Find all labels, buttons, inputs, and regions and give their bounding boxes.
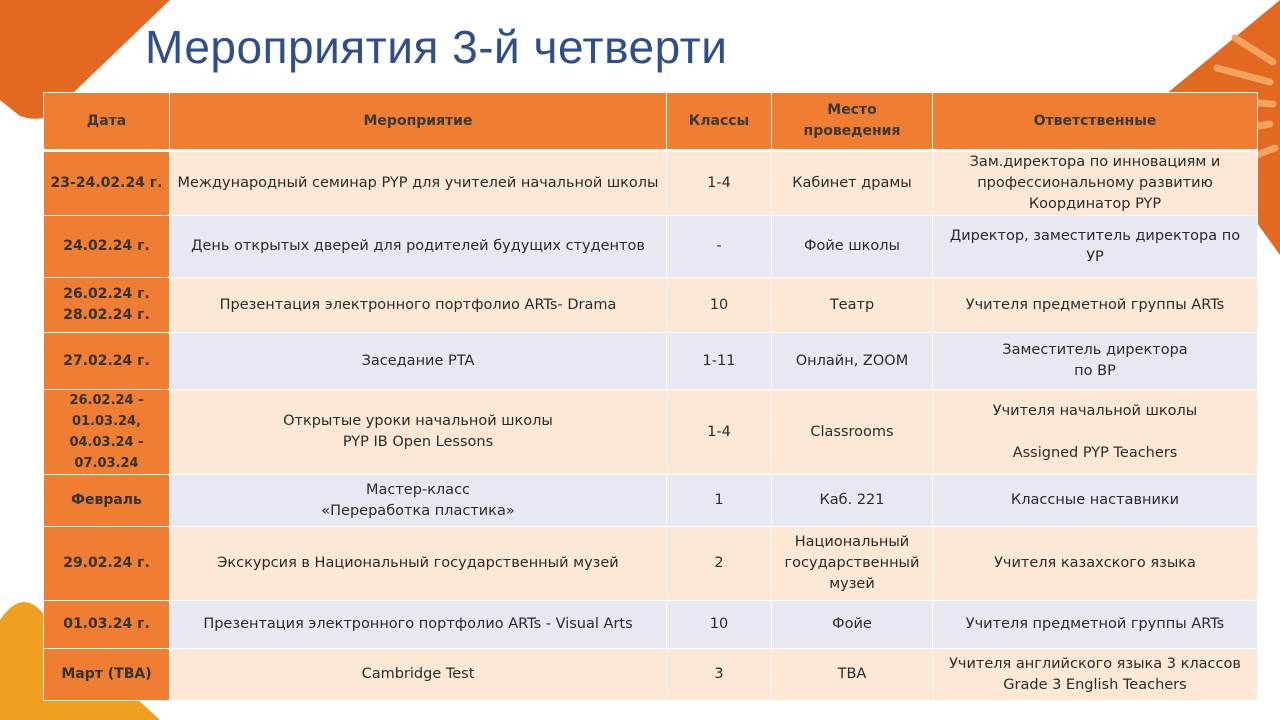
venue-cell: Фойе школы: [772, 216, 933, 278]
grades-cell: 10: [667, 278, 772, 333]
event-cell: День открытых дверей для родителей будущих студентов: [170, 216, 667, 278]
header-grades: Классы: [667, 93, 772, 151]
table-row: [44, 151, 1258, 216]
table-row: [44, 216, 1258, 278]
responsible-cell: Классные наставники: [933, 475, 1258, 527]
table-row: [44, 278, 1258, 333]
date-cell: 29.02.24 г.: [44, 527, 170, 601]
responsible-cell: Учителя казахского языка: [933, 527, 1258, 601]
date-cell: 23-24.02.24 г.: [44, 151, 170, 216]
responsible-cell: Учителя английского языка 3 классов Grade 3 English Teachers: [933, 649, 1258, 701]
date-cell: Март (TBA): [44, 649, 170, 701]
date-cell: 01.03.24 г.: [44, 601, 170, 649]
venue-cell: Classrooms: [772, 390, 933, 475]
table-row: [44, 333, 1258, 390]
event-cell: Презентация электронного портфолио ARTs - Visual Arts: [170, 601, 667, 649]
grades-cell: 1: [667, 475, 772, 527]
date-cell: 26.02.24 г. 28.02.24 г.: [44, 278, 170, 333]
grades-cell: 3: [667, 649, 772, 701]
event-cell: Мастер-класс «Переработка пластика»: [170, 475, 667, 527]
header-venue: Место проведения: [772, 93, 933, 151]
event-cell: Презентация электронного портфолио ARTs- Drama: [170, 278, 667, 333]
table-row: [44, 390, 1258, 475]
venue-cell: TBA: [772, 649, 933, 701]
table-header-row: [44, 93, 1258, 151]
table-row: [44, 527, 1258, 601]
grades-cell: 1-4: [667, 151, 772, 216]
grades-cell: 1-11: [667, 333, 772, 390]
event-cell: Международный семинар PYP для учителей начальной школы: [170, 151, 667, 216]
responsible-cell: Зам.директора по инновациям и профессиональному развитию Координатор PYP: [933, 151, 1258, 216]
event-cell: Cambridge Test: [170, 649, 667, 701]
venue-cell: Театр: [772, 278, 933, 333]
table-row: [44, 601, 1258, 649]
events-table: [43, 92, 1258, 701]
event-cell: Экскурсия в Национальный государственный музей: [170, 527, 667, 601]
event-cell: Открытые уроки начальной школы PYP IB Open Lessons: [170, 390, 667, 475]
date-cell: 26.02.24 - 01.03.24, 04.03.24 - 07.03.24: [44, 390, 170, 475]
date-cell: Февраль: [44, 475, 170, 527]
venue-cell: Национальный государственный музей: [772, 527, 933, 601]
responsible-cell: Учителя начальной школы Assigned PYP Teachers: [933, 390, 1258, 475]
table-row: [44, 649, 1258, 701]
header-event: Мероприятие: [170, 93, 667, 151]
venue-cell: Фойе: [772, 601, 933, 649]
grades-cell: -: [667, 216, 772, 278]
venue-cell: Каб. 221: [772, 475, 933, 527]
responsible-cell: Директор, заместитель директора по УР: [933, 216, 1258, 278]
responsible-cell: Заместитель директора по ВР: [933, 333, 1258, 390]
venue-cell: Кабинет драмы: [772, 151, 933, 216]
date-cell: 24.02.24 г.: [44, 216, 170, 278]
event-cell: Заседание PTA: [170, 333, 667, 390]
responsible-cell: Учителя предметной группы ARTs: [933, 278, 1258, 333]
page-title: Мероприятия 3-й четверти: [145, 21, 728, 73]
grades-cell: 2: [667, 527, 772, 601]
date-cell: 27.02.24 г.: [44, 333, 170, 390]
grades-cell: 10: [667, 601, 772, 649]
grades-cell: 1-4: [667, 390, 772, 475]
responsible-cell: Учителя предметной группы ARTs: [933, 601, 1258, 649]
table-row: [44, 475, 1258, 527]
venue-cell: Онлайн, ZOOM: [772, 333, 933, 390]
header-responsible: Ответственные: [933, 93, 1258, 151]
header-date: Дата: [44, 93, 170, 151]
